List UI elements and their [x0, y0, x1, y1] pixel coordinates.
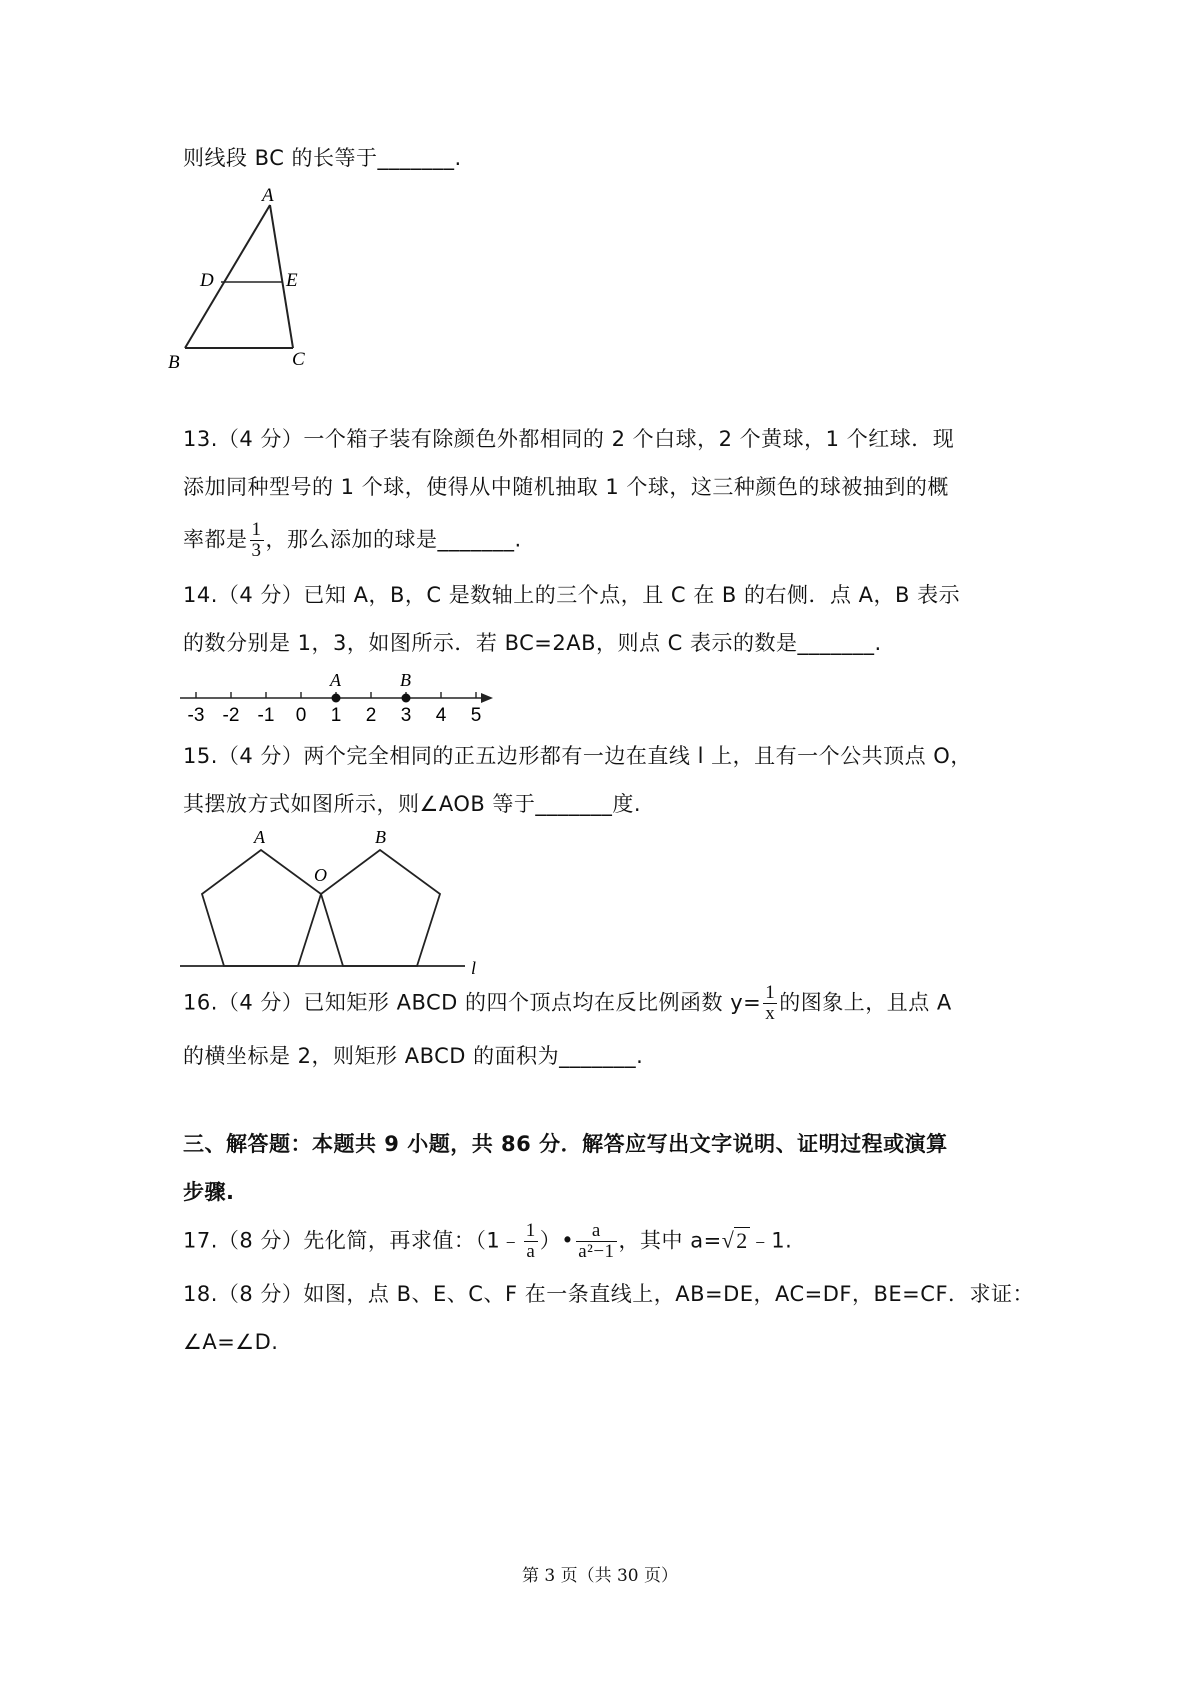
triangle-figure: [165, 185, 325, 375]
q16-frac-den: x: [765, 1003, 776, 1024]
q15-line2: 其摆放方式如图所示，则∠AOB 等于_______度.: [183, 792, 642, 816]
q17-frac2-num: a: [576, 1221, 616, 1242]
point-b-dot: [402, 694, 411, 703]
q13-line1: 13.（4 分）一个箱子装有除颜色外都相同的 2 个白球，2 个黄球，1 个红球．现: [183, 427, 955, 451]
q17-line: [183, 1221, 792, 1262]
q17-sqrt: [722, 1227, 750, 1253]
q15-line1: 15.（4 分）两个完全相同的正五边形都有一边在直线 l 上，且有一个公共顶点 O，: [183, 744, 972, 768]
q17-post1: ，其中 a=: [618, 1228, 722, 1253]
q17-mid: ）•: [539, 1228, 575, 1253]
q13-fraction: [250, 520, 264, 561]
q17-frac2-den: a²−1: [578, 1241, 615, 1262]
label-d: D: [200, 270, 214, 291]
q17-frac1-den: a: [526, 1241, 536, 1262]
q17-sqrt-value: 2: [736, 1227, 748, 1253]
q13-line3: [183, 520, 522, 561]
point-a-dot: [332, 694, 341, 703]
q16-line1-post: 的图象上，且点 A: [779, 990, 952, 1015]
tick-label: 5: [470, 705, 482, 725]
q17-frac1-num: 1: [525, 1220, 536, 1241]
tick-label: 2: [365, 705, 377, 725]
q18-line1: 18.（8 分）如图，点 B、E、C、F 在一条直线上，AB=DE，AC=DF，BE=CF．求证：: [183, 1282, 1035, 1306]
tick-label: -3: [187, 705, 205, 725]
pentagons-figure: [180, 828, 490, 978]
q14-line2: 的数分别是 1，3，如图所示．若 BC=2AB，则点 C 表示的数是_______.: [183, 631, 882, 655]
tick-label: 0: [295, 705, 307, 725]
axis-arrow: [481, 693, 493, 703]
q16-line1: [183, 983, 952, 1024]
q13-line3-post: ，那么添加的球是_______.: [265, 527, 522, 552]
q17-post2: ﹣1.: [749, 1228, 793, 1253]
q13-line2: 添加同种型号的 1 个球，使得从中随机抽取 1 个球，这三种颜色的球被抽到的概: [183, 475, 949, 499]
label-point-b: B: [400, 670, 411, 690]
right-pentagon: [321, 850, 440, 966]
q16-frac-num: 1: [765, 982, 776, 1003]
q17-fraction-1: [524, 1221, 538, 1262]
side-ab: [185, 205, 270, 348]
label-e: E: [286, 270, 298, 291]
q16-fraction: [763, 983, 777, 1024]
q12-tail: 则线段 BC 的长等于_______.: [183, 146, 462, 170]
q13-frac-den: 3: [251, 540, 262, 561]
page-footer: 第 3 页（共 30 页）: [521, 1566, 679, 1586]
label-pent-b: B: [375, 828, 386, 847]
q13-line3-pre: 率都是: [183, 527, 248, 552]
label-c: C: [292, 349, 305, 370]
label-a: A: [262, 185, 274, 206]
tick-label: -2: [222, 705, 240, 725]
section3-heading-line2: 步骤.: [183, 1180, 235, 1204]
tick-label: -1: [257, 705, 275, 725]
q18-line2: ∠A=∠D.: [183, 1330, 279, 1354]
label-b: B: [168, 352, 180, 373]
tick-label: 1: [330, 705, 342, 725]
q16-line1-pre: 16.（4 分）已知矩形 ABCD 的四个顶点均在反比例函数 y=: [183, 990, 762, 1015]
label-line-l: l: [471, 958, 477, 978]
q16-line2: 的横坐标是 2，则矩形 ABCD 的面积为_______.: [183, 1044, 644, 1068]
q17-fraction-2: [576, 1221, 616, 1262]
left-pentagon: [202, 850, 321, 966]
q13-frac-num: 1: [251, 519, 262, 540]
label-pent-a: A: [254, 828, 265, 847]
q14-line1: 14.（4 分）已知 A，B，C 是数轴上的三个点，且 C 在 B 的右侧．点 A，B 表示: [183, 583, 961, 607]
tick-label: 4: [435, 705, 447, 725]
section3-heading-line1: 三、解答题：本题共 9 小题，共 86 分．解答应写出文字说明、证明过程或演算: [183, 1132, 948, 1156]
sqrt-icon: √: [721, 1227, 735, 1253]
q17-pre: 17.（8 分）先化简，再求值：（1﹣: [183, 1228, 522, 1253]
tick-label: 3: [400, 705, 412, 725]
label-pent-o: O: [314, 865, 327, 885]
number-line-figure: [180, 665, 500, 725]
label-point-a: A: [330, 670, 341, 690]
